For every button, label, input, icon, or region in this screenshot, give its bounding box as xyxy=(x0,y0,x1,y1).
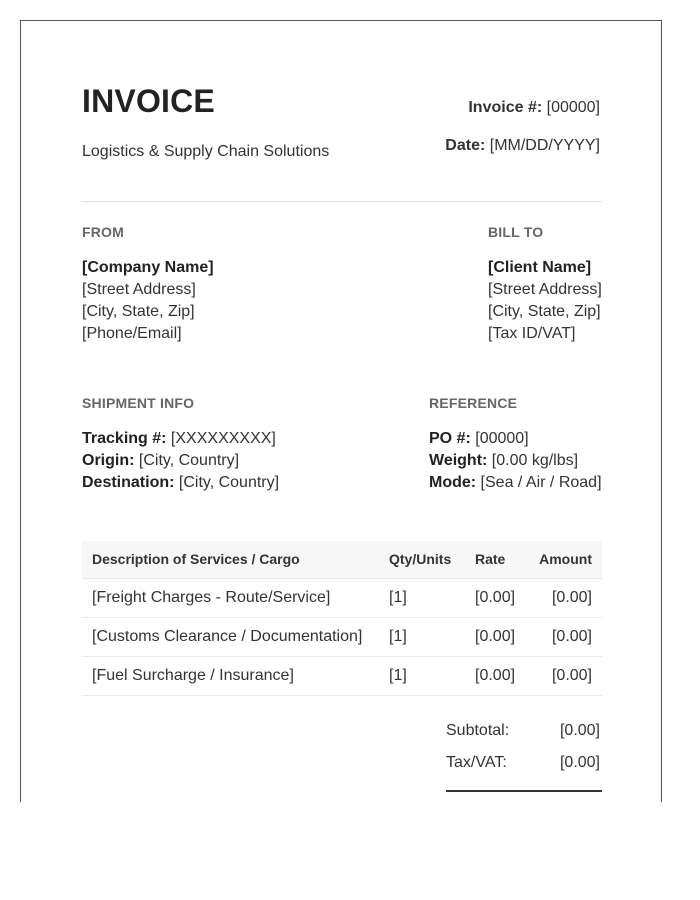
po-label: PO #: xyxy=(429,430,471,447)
po-value: [00000] xyxy=(470,430,529,447)
line-items-table xyxy=(82,541,602,696)
bill-to-city: [City, State, Zip] xyxy=(488,303,601,320)
origin-label: Origin: xyxy=(82,452,135,469)
mode-line xyxy=(429,472,602,494)
company-tagline: Logistics & Supply Chain Solutions xyxy=(82,143,330,160)
tax-value: [0.00] xyxy=(559,754,600,771)
table-row xyxy=(82,578,602,617)
invoice-date-label: Date: xyxy=(445,137,486,154)
header-divider xyxy=(82,201,602,202)
row-description: [Customs Clearance / Documentation] xyxy=(82,617,379,656)
header-description: Description of Services / Cargo xyxy=(82,541,379,578)
shipment-block xyxy=(82,428,279,494)
reference-block xyxy=(429,428,602,494)
from-contact: [Phone/Email] xyxy=(82,325,182,342)
invoice-number-label: Invoice #: xyxy=(468,99,543,116)
weight-value: [0.00 kg/lbs] xyxy=(487,452,579,469)
row-description: [Freight Charges - Route/Service] xyxy=(82,578,379,617)
bill-to-label: BILL TO xyxy=(488,224,544,240)
table-row xyxy=(82,656,602,695)
row-qty: [1] xyxy=(379,656,465,695)
header-rate: Rate xyxy=(465,541,528,578)
weight-line xyxy=(429,450,602,472)
reference-label: REFERENCE xyxy=(429,395,518,411)
shipment-label: SHIPMENT INFO xyxy=(82,395,195,411)
invoice-date-value: [MM/DD/YYYY] xyxy=(485,137,600,154)
tax-label: Tax/VAT: xyxy=(446,754,507,771)
row-amount: [0.00] xyxy=(528,617,602,656)
from-label: FROM xyxy=(82,224,125,240)
invoice-title: INVOICE xyxy=(82,83,215,119)
mode-label: Mode: xyxy=(429,474,477,491)
tracking-value: [XXXXXXXXX] xyxy=(166,430,276,447)
row-amount: [0.00] xyxy=(528,656,602,695)
origin-value: [City, Country] xyxy=(134,452,240,469)
row-qty: [1] xyxy=(379,578,465,617)
header-qty: Qty/Units xyxy=(379,541,465,578)
invoice-number-value: [00000] xyxy=(542,99,600,116)
bill-to-tax: [Tax ID/VAT] xyxy=(488,325,576,342)
subtotal-label: Subtotal: xyxy=(446,722,510,739)
row-qty: [1] xyxy=(379,617,465,656)
row-rate: [0.00] xyxy=(465,617,528,656)
mode-value: [Sea / Air / Road] xyxy=(476,474,602,491)
row-rate: [0.00] xyxy=(465,578,528,617)
bill-to-street: [Street Address] xyxy=(488,281,602,298)
destination-line xyxy=(82,472,279,494)
tracking-line xyxy=(82,428,279,450)
table-header-row xyxy=(82,541,602,578)
invoice-page xyxy=(20,20,662,802)
row-amount: [0.00] xyxy=(528,578,602,617)
po-line xyxy=(429,428,602,450)
row-rate: [0.00] xyxy=(465,656,528,695)
from-block xyxy=(82,257,214,345)
origin-line xyxy=(82,450,279,472)
invoice-number xyxy=(468,99,600,117)
from-street: [Street Address] xyxy=(82,281,196,298)
subtotal-value: [0.00] xyxy=(559,722,600,739)
header-amount: Amount xyxy=(528,541,602,578)
invoice-date xyxy=(445,137,600,155)
bill-to-block xyxy=(488,257,602,345)
row-description: [Fuel Surcharge / Insurance] xyxy=(82,656,379,695)
bill-to-client: [Client Name] xyxy=(488,259,592,276)
destination-value: [City, Country] xyxy=(174,474,280,491)
weight-label: Weight: xyxy=(429,452,488,469)
destination-label: Destination: xyxy=(82,474,175,491)
totals-rule xyxy=(446,790,602,792)
tracking-label: Tracking #: xyxy=(82,430,167,447)
from-city: [City, State, Zip] xyxy=(82,303,195,320)
from-company: [Company Name] xyxy=(82,259,214,276)
table-row xyxy=(82,617,602,656)
